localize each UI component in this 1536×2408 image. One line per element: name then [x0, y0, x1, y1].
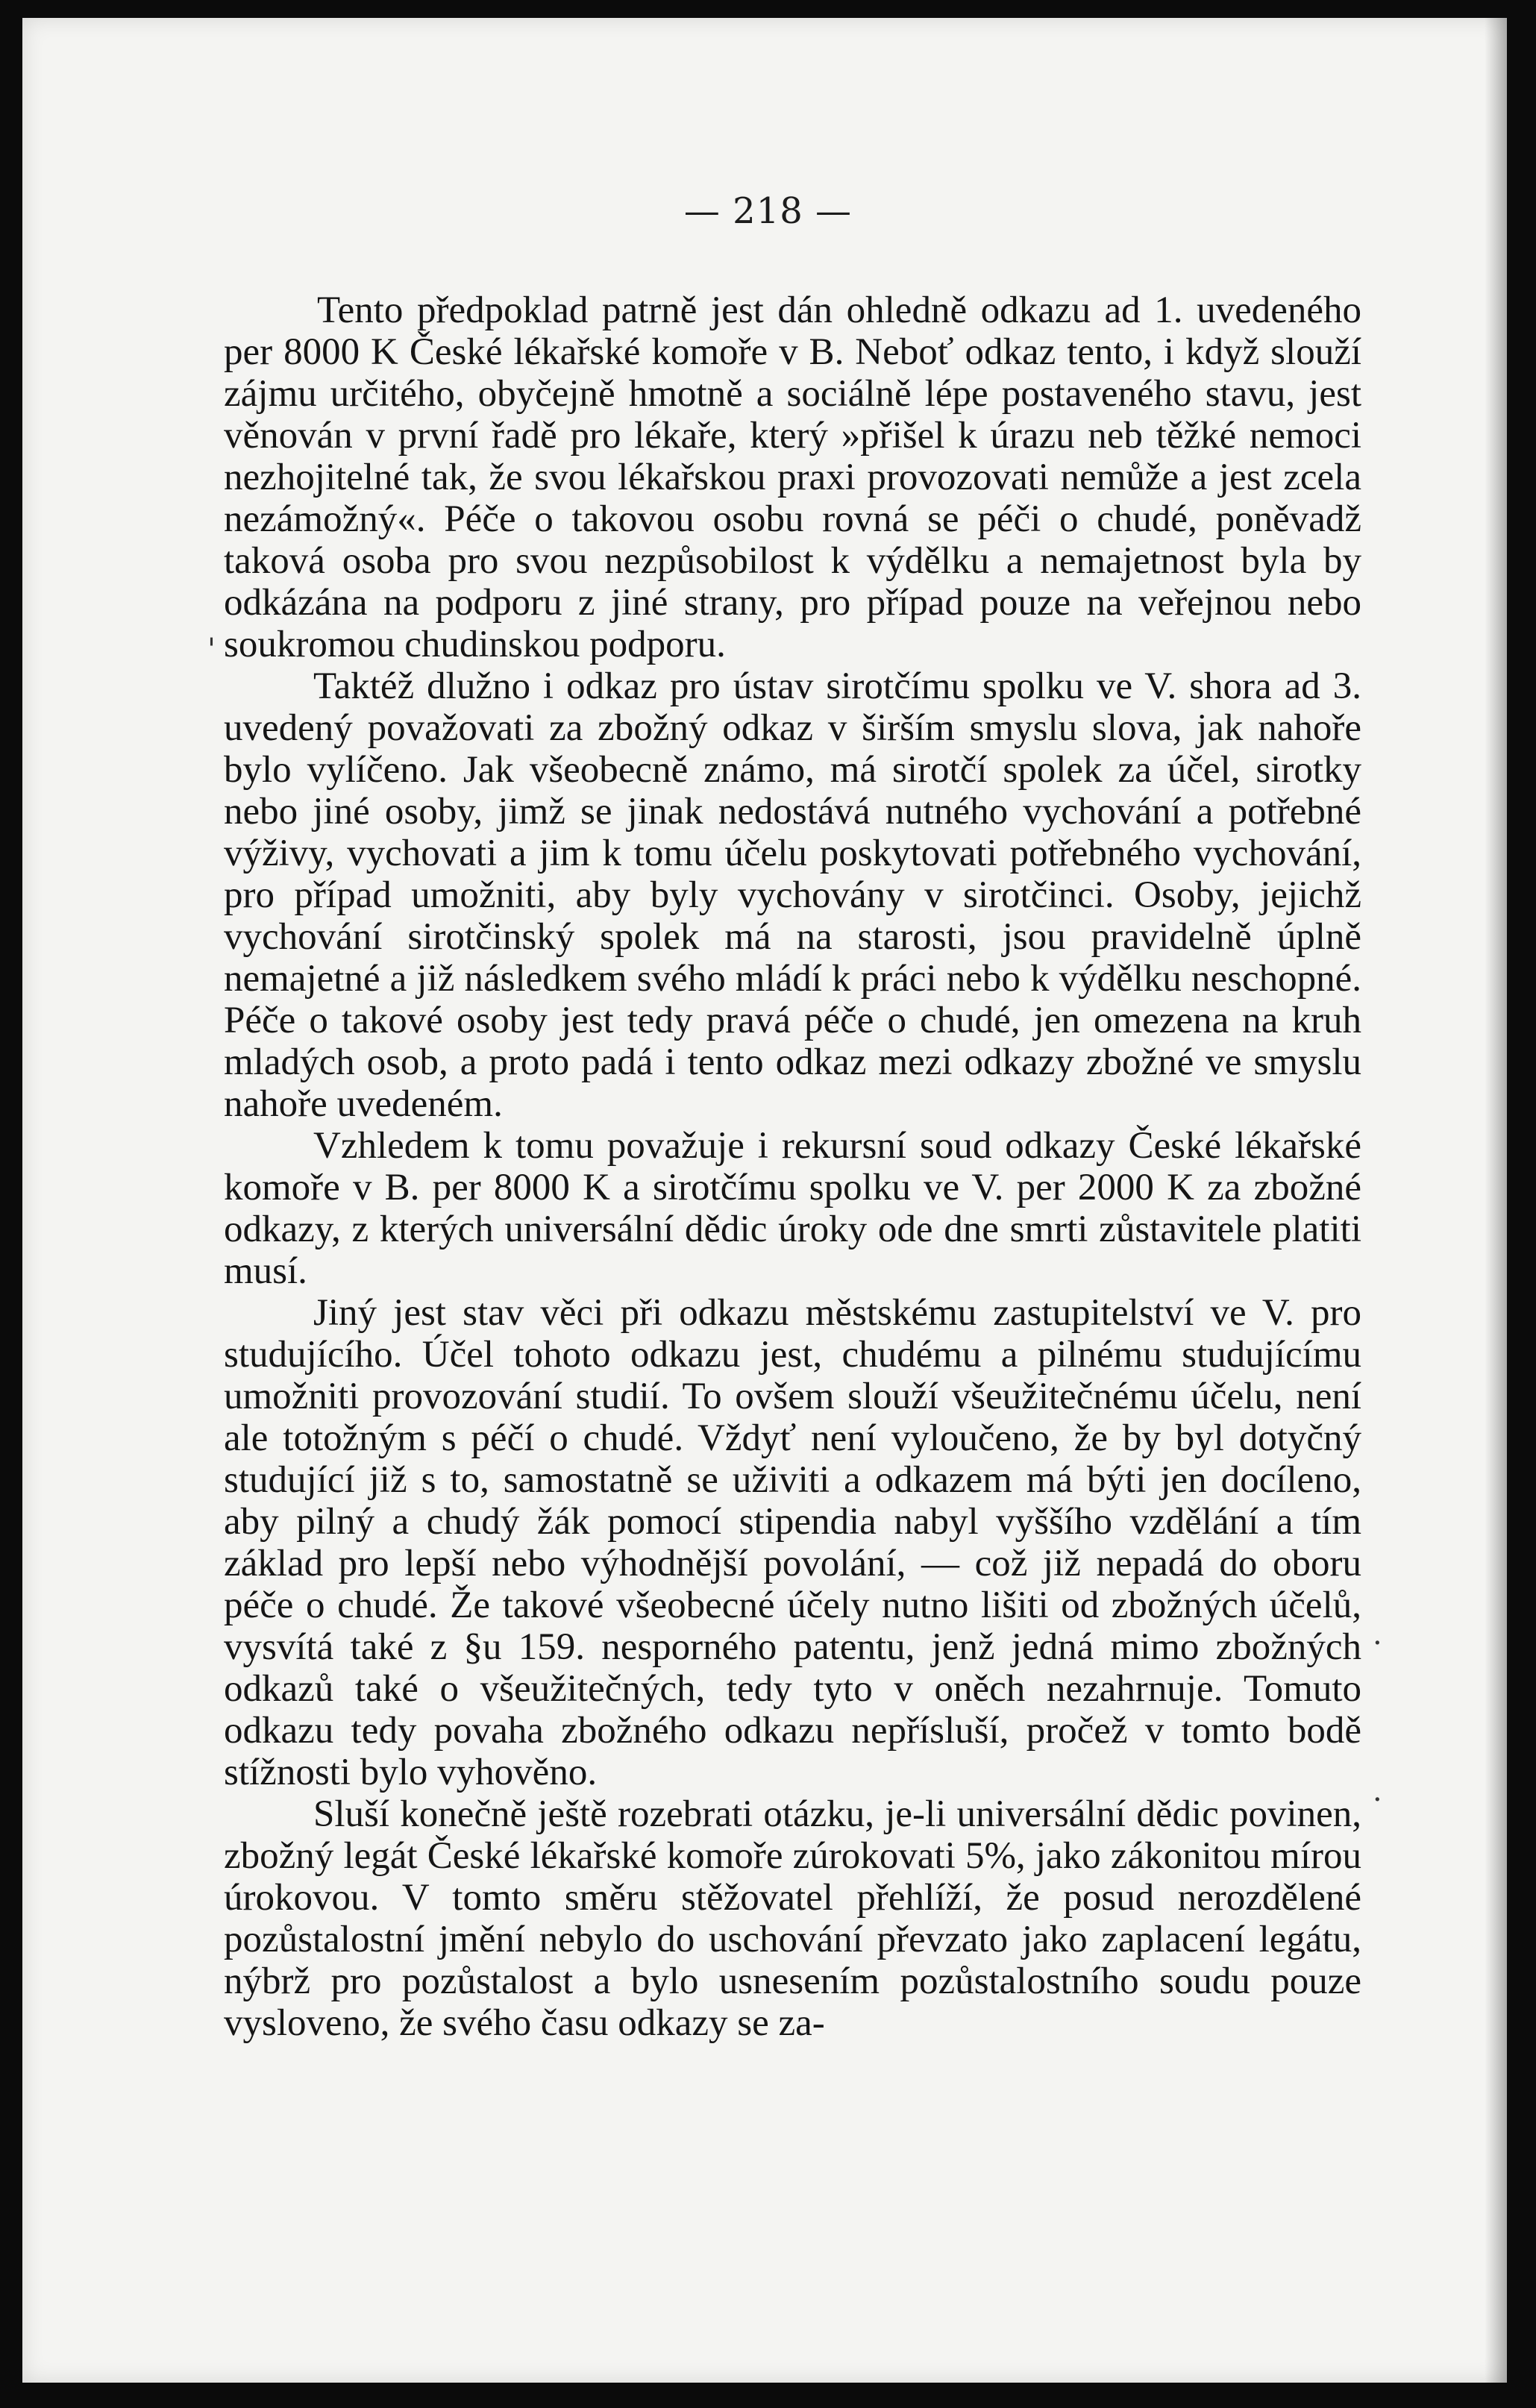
paragraph: Tento předpoklad patrně jest dán ohledně odkazu ad 1. uvedeného per 8000 K České lékařské komoře v B. Neboť odkaz tento, i když slouží zájmu určitého, obyčejně hmotně a sociálně lépe postaveného stavu, jest věnován v první řadě pro lékaře, který »přišel k úrazu neb těžké nemoci nezhojitelné tak, že svou lékařskou praxi provozovati nemůže a jest zcela nezámožný«. Péče o takovou osobu rovná se péči o chudé, poněvadž taková osoba pro svou nezpůsobilost k výdělku a nemajetnost byla by odkázána na podporu z jiné strany, pro případ pouze na veřejnou nebo soukromou chudinskou podporu. [224, 289, 1361, 665]
margin-dot-mark: . [1373, 1617, 1382, 1652]
paragraph: Taktéž dlužno i odkaz pro ústav sirotčímu spolku ve V. shora ad 3. uvedený považovati za zbožný odkaz v širším smyslu slova, jak nahoře bylo vylíčeno. Jak všeobecně známo, má sirotčí spolek za účel, sirotky nebo jiné osoby, jimž se jinak nedostává nutného vychování a potřebné výživy, vychovati a jim k tomu účelu poskytovati potřebného vychování, pro případ umožniti, aby byly vychovány v sirotčinci. Osoby, jejichž vychování sirotčinský spolek má na starosti, jsou pravidelně úplně nemajetné a již následkem svého mládí k práci nebo k výdělku neschopné. Péče o takové osoby jest tedy pravá péče o chudé, jen omezena na kruh mladých osob, a proto padá i tento odkaz mezi odkazy zbožné ve smyslu nahoře uvedeném. [224, 665, 1361, 1125]
margin-dot-mark: ' [207, 633, 216, 667]
page-number: — 218 — [683, 190, 853, 232]
paragraph: Sluší konečně ještě rozebrati otázku, je-li universální dědic povinen, zbožný legát České lékařské komoře zúrokovati 5%, jako zákonitou mírou úrokovou. V tomto směru stěžovatel přehlíží, že posud nerozdělené pozůstalostní jmění nebylo do uschování převzato jako zaplacení legátu, nýbrž pro pozůstalost a bylo usnesením pozůstalostního soudu pouze vysloveno, že svého času odkazy se za- [224, 1793, 1361, 2044]
margin-dot-mark: · [1373, 1783, 1382, 1817]
paragraph: Vzhledem k tomu považuje i rekursní soud odkazy České lékařské komoře v B. per 8000 K a sirotčímu spolku ve V. per 2000 K za zbožné odkazy, z kterých universální dědic úroky ode dne smrti zůstavitele platiti musí. [224, 1125, 1361, 1292]
paragraph: Jiný jest stav věci při odkazu městskému zastupitelství ve V. pro studujícího. Účel tohoto odkazu jest, chudému a pilnému studujícímu umožniti provozování studií. To ovšem slouží všeužitečnému účelu, není ale totožným s péčí o chudé. Vždyť není vyloučeno, že by byl dotyčný studující již s to, samostatně se uživiti a odkazem má býti jen docíleno, aby pilný a chudý žák pomocí stipendia nabyl vyššího vzdělání a tím základ pro lepší nebo výhodnější povolání, — což již nepadá do oboru péče o chudé. Že takové všeobecné účely nutno lišiti od zbožných účelů, vysvítá také z §u 159. nesporného patentu, jenž jedná mimo zbožných odkazů také o všeužitečných, tedy tyto v oněch nezahrnuje. Tomuto odkazu tedy povaha zbožného odkazu nepřísluší, pročež v tomto bodě stížnosti bylo vyhověno. [224, 1292, 1361, 1793]
page-edge-shadow [1485, 18, 1507, 2383]
body-text [224, 289, 1361, 2044]
